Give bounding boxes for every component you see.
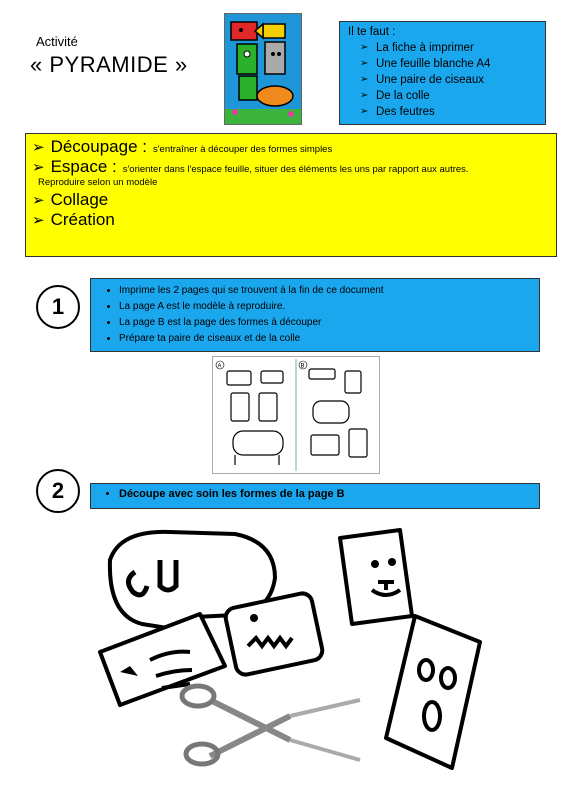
skill-item xyxy=(32,210,550,230)
arrow-bullet-icon: ➢ xyxy=(32,159,45,176)
skill-item xyxy=(32,137,550,157)
pyramid-illustration xyxy=(224,13,302,125)
material-item: ➢ De la colle xyxy=(366,88,537,104)
skills-box xyxy=(25,133,557,257)
activity-label: Activité xyxy=(36,34,78,49)
skill-desc: s'entraîner à découper des formes simples xyxy=(152,144,333,155)
step-instructions xyxy=(90,278,540,352)
skill-item xyxy=(32,190,550,210)
materials-box xyxy=(339,21,546,125)
material-item: ➢ Une paire de ciseaux xyxy=(366,72,537,88)
arrow-bullet-icon: ➢ xyxy=(32,192,45,209)
instruction-item: • La page A est le modèle à reproduire. xyxy=(119,299,533,315)
instruction-item: • Imprime les 2 pages qui se trouvent à la fin de ce document xyxy=(119,283,533,299)
arrow-bullet-icon: ➢ xyxy=(32,212,45,229)
skill-name: Collage xyxy=(50,190,109,209)
activity-title: « PYRAMIDE » xyxy=(30,52,188,77)
skill-name: Création xyxy=(50,210,115,229)
skill-name: Découpage : xyxy=(50,137,147,156)
material-item: ➢ La fiche à imprimer xyxy=(366,40,537,56)
skill-name: Espace : xyxy=(50,157,117,176)
skill-desc: s'orienter dans l'espace feuille, situer des éléments les uns par rapport aux autres. xyxy=(122,164,469,175)
step-number: 1 xyxy=(36,285,80,329)
material-item: ➢ Une feuille blanche A4 xyxy=(366,56,537,72)
step-instructions xyxy=(90,483,540,509)
instruction-item: • La page B est la page des formes à découper xyxy=(119,315,533,331)
materials-heading: Il te faut : xyxy=(348,26,396,38)
skill-note: Reproduire selon un modèle xyxy=(38,177,158,188)
instruction-item: • Prépare ta paire de ciseaux et de la colle xyxy=(119,331,533,347)
page-a-label: A xyxy=(217,363,222,370)
material-item: ➢ Des feutres xyxy=(366,104,537,120)
instruction-item: • Découpe avec soin les formes de la page B xyxy=(119,488,533,500)
skill-item xyxy=(32,157,550,177)
arrow-bullet-icon: ➢ xyxy=(32,139,45,156)
step-number: 2 xyxy=(36,469,80,513)
pages-thumbnail xyxy=(212,356,380,474)
cutout-shapes-illustration xyxy=(60,520,530,790)
page-b-label: B xyxy=(300,363,305,370)
